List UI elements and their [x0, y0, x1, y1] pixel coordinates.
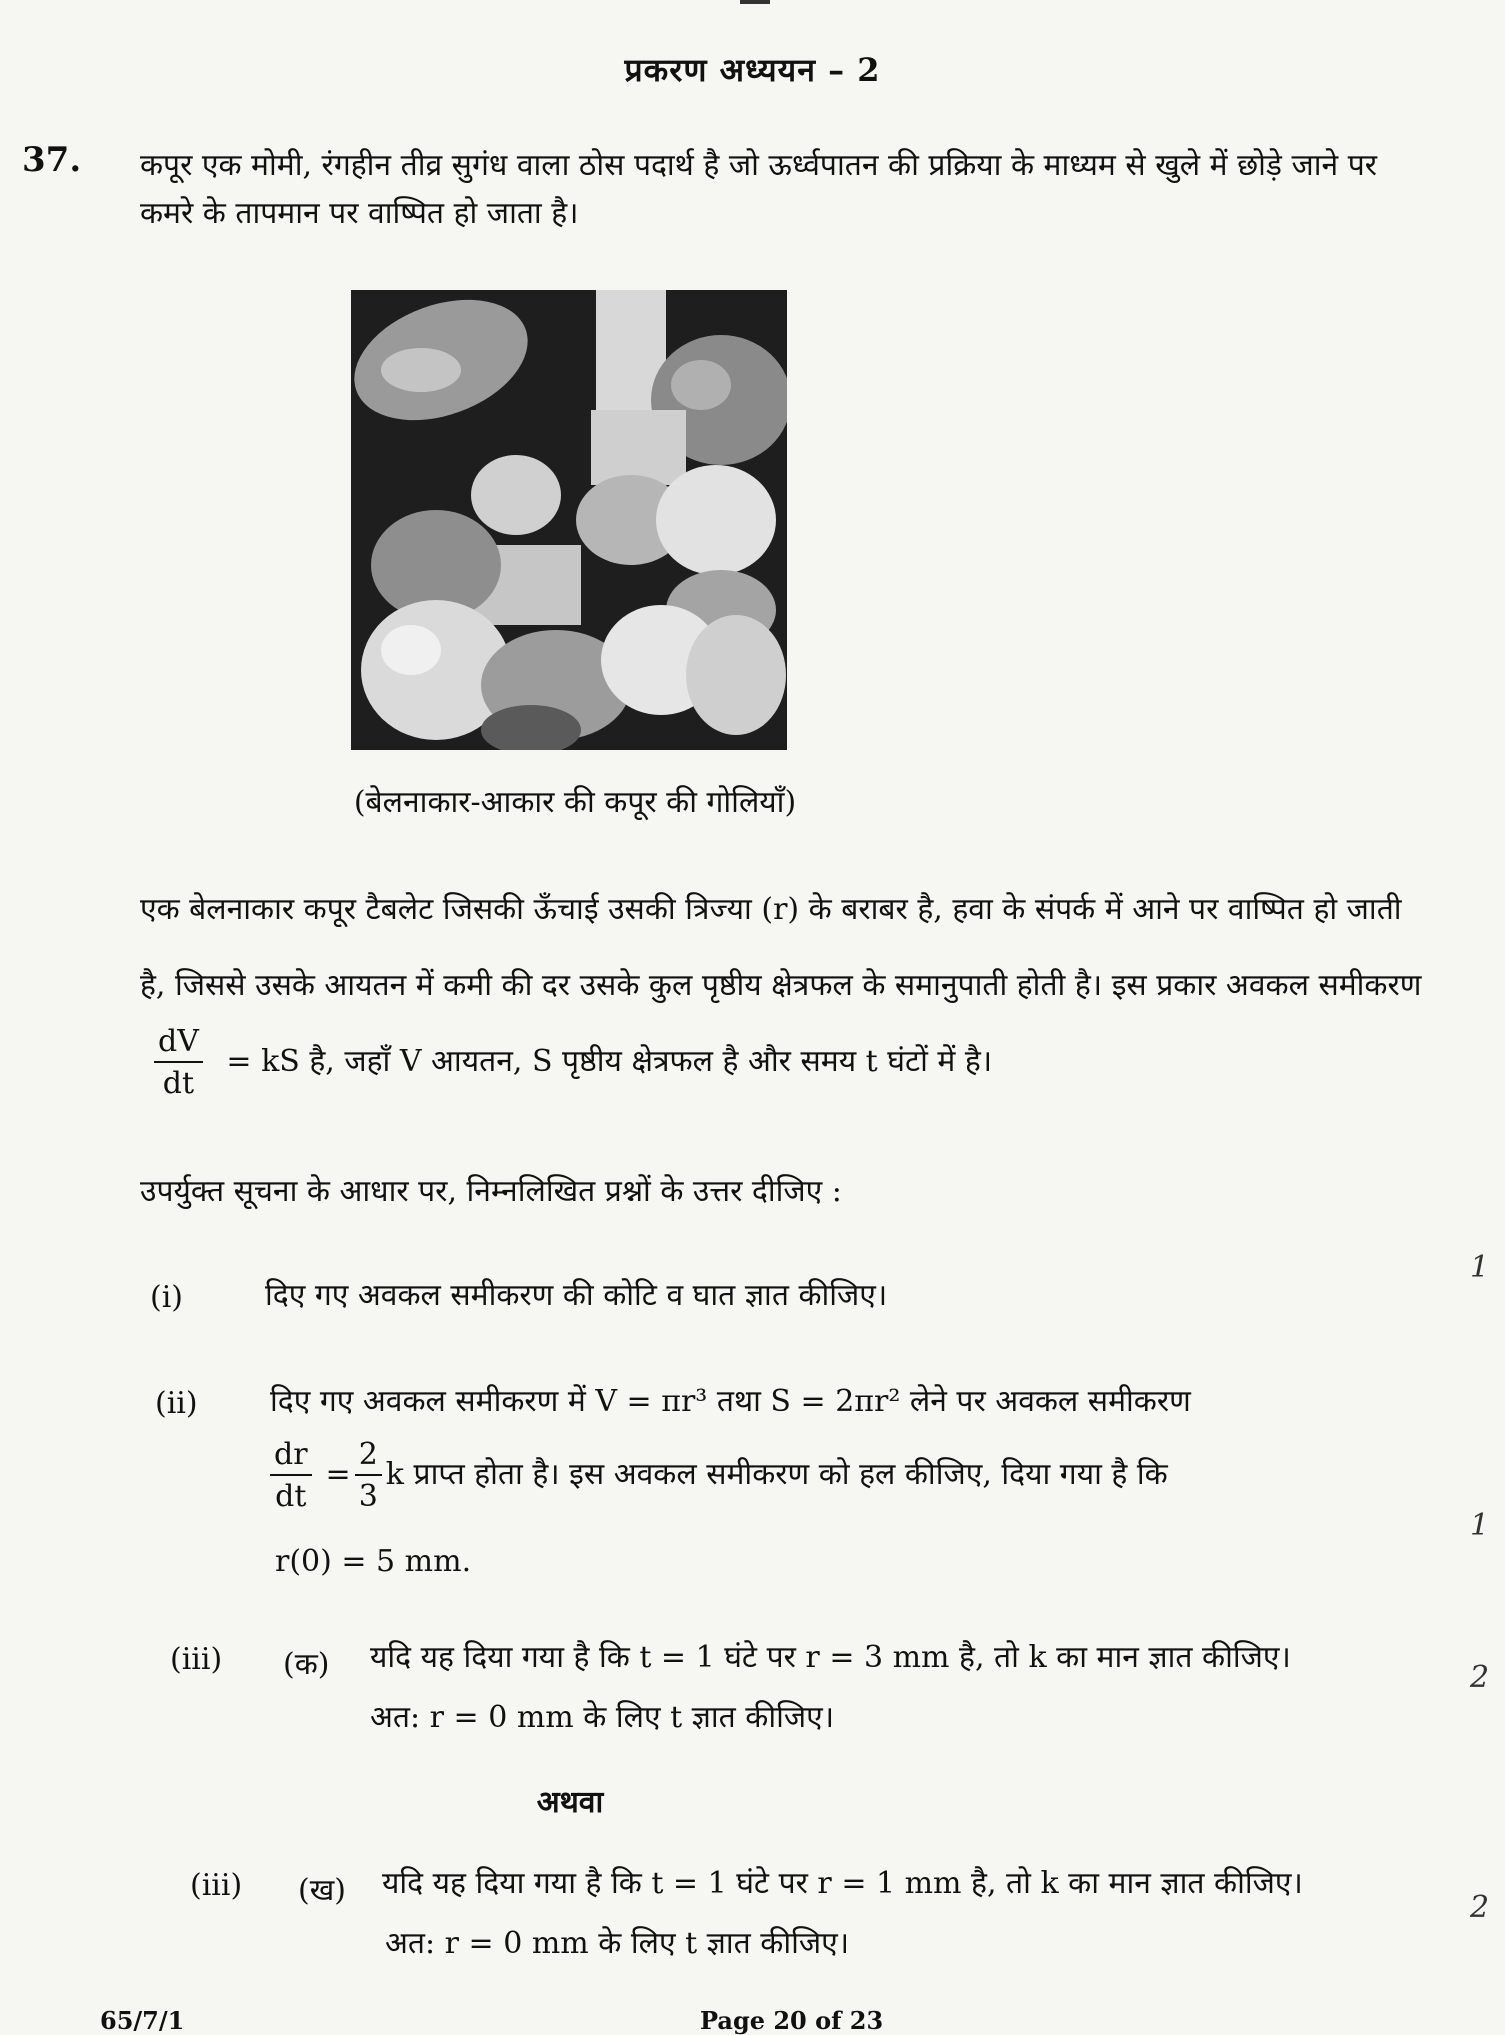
- section-title: प्रकरण अध्ययन – 2: [624, 51, 881, 89]
- subquestion-ii-label: (ii): [155, 1386, 198, 1421]
- fraction-denominator: dt: [275, 1479, 307, 1514]
- subquestion-ii-text2: k प्राप्त होता है। इस अवकल समीकरण को हल कीजिए, दिया गया है कि: [385, 1457, 1168, 1492]
- subquestion-ii-line2: [270, 1437, 1430, 1514]
- fraction-dr-dt: [270, 1437, 312, 1514]
- fraction-2-3: [355, 1437, 382, 1514]
- subquestion-i-marks: 1: [1470, 1250, 1490, 1285]
- subquestion-ii-text1: दिए गए अवकल समीकरण में V = πr³ तथा S = 2πr² लेने पर अवकल समीकरण: [270, 1384, 1191, 1419]
- subquestion-iii-b-text1: यदि यह दिया गया है कि t = 1 घंटे पर r = 1 mm है, तो k का मान ज्ञात कीजिए।: [382, 1866, 1303, 1901]
- question-number: 37.: [22, 140, 82, 180]
- fraction-denominator: 3: [358, 1479, 378, 1514]
- figure-caption: (बेलनाकार-आकार की कपूर की गोलियाँ): [353, 785, 797, 820]
- subquestion-iii-b-text2: अत: r = 0 mm के लिए t ज्ञात कीजिए।: [385, 1926, 850, 1961]
- subquestion-i-label: (i): [150, 1280, 184, 1315]
- fraction-denominator: dt: [162, 1066, 195, 1101]
- paper-code: 65/7/1: [100, 2006, 185, 2035]
- camphor-tablets-photo: [351, 290, 787, 750]
- subquestion-iii-b-sublabel: (ख): [298, 1873, 346, 1908]
- main-text-part1: एक बेलनाकार कपूर टैबलेट जिसकी ऊँचाई उसकी त्रिज्या (r) के बराबर है, हवा के संपर्क में आने पर वाष्पित हो जाती है, जिससे उसके आयतन में कमी की दर उसके कुल पृष्ठीय क्षेत्रफल के समानुपाती होती है। इस प्रकार अवकल समीकरण: [140, 892, 1422, 1003]
- main-text-part2: = kS है, जहाँ V आयतन, S पृष्ठीय क्षेत्रफल है और समय t घंटों में है।: [226, 1044, 993, 1079]
- subquestion-iii-b-marks: 2: [1470, 1890, 1490, 1925]
- fraction-numerator: 2: [355, 1440, 382, 1476]
- fraction-numerator: dV: [154, 1027, 203, 1063]
- instruction-text: उपर्युक्त सूचना के आधार पर, निम्नलिखित प्रश्नों के उत्तर दीजिए :: [140, 1174, 842, 1209]
- subquestion-iii-a-text1: यदि यह दिया गया है कि t = 1 घंटे पर r = 3 mm है, तो k का मान ज्ञात कीजिए।: [370, 1640, 1291, 1675]
- subquestion-i-text: दिए गए अवकल समीकरण की कोटि व घात ज्ञात कीजिए।: [265, 1278, 888, 1313]
- question-intro: कपूर एक मोमी, रंगहीन तीव्र सुगंध वाला ठोस पदार्थ है जो ऊर्ध्वपातन की प्रक्रिया के माध्यम से खुले में छोड़े जाने पर कमरे के तापमान पर वाष्पित हो जाता है।: [140, 148, 1378, 231]
- subquestion-iii-a-label: (iii): [170, 1642, 223, 1677]
- question-main-text: [140, 872, 1430, 1100]
- fraction-numerator: dr: [270, 1440, 312, 1476]
- subquestion-iii-a-marks: 2: [1470, 1660, 1490, 1695]
- page-number: Page 20 of 23: [700, 2006, 884, 2035]
- fraction-dv-dt: [154, 1024, 203, 1101]
- equals-sign: =: [325, 1457, 351, 1492]
- subquestion-iii-a-text2: अत: r = 0 mm के लिए t ज्ञात कीजिए।: [370, 1700, 835, 1735]
- subquestion-ii-marks: 1: [1470, 1508, 1490, 1543]
- or-label: अथवा: [536, 1785, 604, 1820]
- subquestion-iii-a-sublabel: (क): [283, 1647, 330, 1682]
- subquestion-iii-b-label: (iii): [190, 1868, 243, 1903]
- top-mark: [740, 0, 770, 4]
- subquestion-ii-text3: r(0) = 5 mm.: [275, 1544, 472, 1579]
